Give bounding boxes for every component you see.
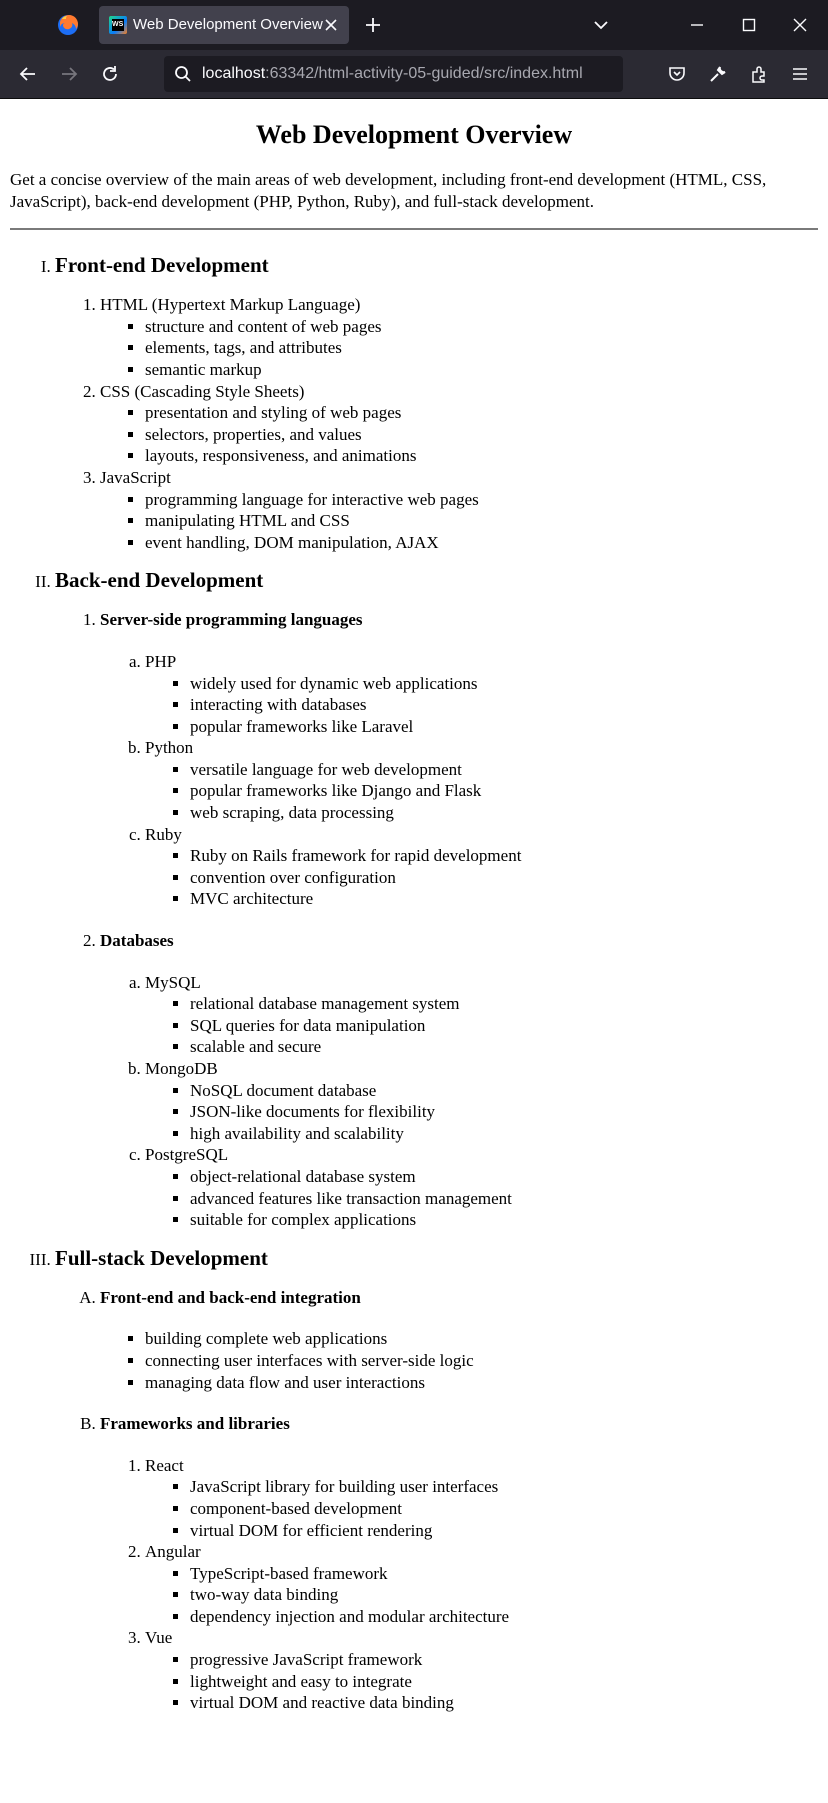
subsection-heading: Databases [100,931,174,951]
list-item: ▪ NoSQL document database [190,1080,818,1102]
list-item: 3. Vue ▪ progressive JavaScript framework ▪ lightweight and easy to integrate ▪ virtual DOM and reactive data binding [145,1627,818,1713]
languages-list [100,651,818,910]
url-path: :63342/html-activity-05-guided/src/index.html [265,65,583,82]
active-tab[interactable] [99,6,349,44]
list-item: ▪ selectors, properties, and values [145,424,818,446]
search-icon [174,65,192,83]
menu-hamburger-icon[interactable] [790,64,810,84]
navigation-bar [0,50,828,99]
list-item: ▪ popular frameworks like Laravel [190,716,818,738]
new-tab-icon[interactable] [364,16,382,34]
list-item: ▪ elements, tags, and attributes [145,337,818,359]
list-item: ▪ event handling, DOM manipulation, AJAX [145,532,818,554]
list-item: a. PHP ▪ widely used for dynamic web applications ▪ interacting with databases ▪ popular frameworks like Laravel [145,651,818,737]
pocket-icon[interactable] [667,64,687,84]
list-item: ▪ interacting with databases [190,694,818,716]
list-item: ▪ connecting user interfaces with server-side logic [145,1350,818,1372]
list-item [100,1413,818,1714]
bullet-list [100,489,818,554]
list-item: ▪ convention over configuration [190,867,818,889]
list-item: ▪ presentation and styling of web pages [145,402,818,424]
list-item: ▪ popular frameworks like Django and Flask [190,780,818,802]
window-close-icon[interactable] [791,16,809,34]
list-item: ▪ progressive JavaScript framework [190,1649,818,1671]
section-frontend [55,252,818,553]
bullet-list [145,1080,818,1145]
list-item: ▪ TypeScript-based framework [190,1563,818,1585]
list-item: ▪ layouts, responsiveness, and animations [145,445,818,467]
list-item: a. MySQL ▪ relational database management system ▪ SQL queries for data manipulation ▪ scalable and secure [145,972,818,1058]
list-item: ▪ web scraping, data processing [190,802,818,824]
list-item: ▪ suitable for complex applications [190,1209,818,1231]
list-item: ▪ virtual DOM and reactive data binding [190,1692,818,1714]
bullet-list [145,759,818,824]
subsection-heading: Frameworks and libraries [100,1414,290,1434]
bullet-list [145,1166,818,1231]
frameworks-list [100,1455,818,1714]
minimize-icon[interactable] [688,16,706,34]
bullet-list [145,1649,818,1714]
list-item: ▪ manipulating HTML and CSS [145,510,818,532]
backend-list [55,609,818,1230]
section-heading: Full-stack Development [55,1245,268,1270]
frontend-list [55,294,818,553]
url-text[interactable] [202,65,583,83]
list-item: 3. JavaScript ▪ programming language for interactive web pages ▪ manipulating HTML and CSS ▪ event handling, DOM manipulation, AJAX [100,467,818,553]
bullet-list [145,673,818,738]
bullet-list [145,1476,818,1541]
list-item: ▪ high availability and scalability [190,1123,818,1145]
list-item: ▪ MVC architecture [190,888,818,910]
list-item: 2. CSS (Cascading Style Sheets) ▪ presentation and styling of web pages ▪ selectors, properties, and values ▪ layouts, responsiveness, and animations [100,381,818,467]
bullet-list [145,1563,818,1628]
tab-close-icon[interactable] [323,17,339,33]
tab-bar [0,0,828,50]
list-item: ▪ structure and content of web pages [145,316,818,338]
list-item: ▪ lightweight and easy to integrate [190,1671,818,1693]
section-heading: Back-end Development [55,568,264,593]
section-heading: Front-end Development [55,253,269,278]
forward-arrow-icon[interactable] [59,64,79,84]
list-item: ▪ versatile language for web development [190,759,818,781]
list-item: ▪ dependency injection and modular architecture [190,1606,818,1628]
list-item: ▪ Ruby on Rails framework for rapid development [190,845,818,867]
list-item: ▪ widely used for dynamic web applications [190,673,818,695]
list-item: c. Ruby ▪ Ruby on Rails framework for rapid development ▪ convention over configuration ▪ MVC architecture [145,824,818,910]
list-item: 1. HTML (Hypertext Markup Language) ▪ structure and content of web pages ▪ elements, tags, and attributes ▪ semantic markup [100,294,818,380]
divider [10,228,818,230]
list-item [100,930,818,1231]
bullet-list [100,1328,818,1393]
list-item: ▪ JavaScript library for building user interfaces [190,1476,818,1498]
list-item: ▪ JSON-like documents for flexibility [190,1101,818,1123]
list-item: ▪ scalable and secure [190,1036,818,1058]
maximize-icon[interactable] [740,16,758,34]
back-arrow-icon[interactable] [18,64,38,84]
subsection-heading: Front-end and back-end integration [100,1287,361,1307]
address-bar[interactable] [164,56,623,92]
list-item: ▪ component-based development [190,1498,818,1520]
section-fullstack [55,1245,818,1714]
wrench-icon[interactable] [708,64,728,84]
page-title: Web Development Overview [255,120,573,149]
extensions-icon[interactable] [749,64,769,84]
main-sections-list [10,252,818,1714]
list-item: 1. React ▪ JavaScript library for building user interfaces ▪ component-based development ▪ virtual DOM for efficient rendering [145,1455,818,1541]
bullet-list [145,845,818,910]
fullstack-list [55,1287,818,1714]
list-item: ▪ two-way data binding [190,1584,818,1606]
section-backend [55,567,818,1230]
list-item: ▪ advanced features like transaction management [190,1188,818,1210]
page-content [0,119,828,1714]
bullet-list [100,316,818,381]
webstorm-favicon-icon [109,16,127,34]
tab-title: Web Development Overview [133,16,323,33]
reload-icon[interactable] [100,64,120,84]
list-item: ▪ semantic markup [145,359,818,381]
firefox-logo-icon[interactable] [56,13,80,37]
list-item: ▪ virtual DOM for efficient rendering [190,1520,818,1542]
list-item: ▪ managing data flow and user interactions [145,1372,818,1394]
list-item: 2. Angular ▪ TypeScript-based framework ▪ two-way data binding ▪ dependency injection and modular architecture [145,1541,818,1627]
list-item: c. PostgreSQL ▪ object-relational database system ▪ advanced features like transaction management ▪ suitable for complex applications [145,1144,818,1230]
list-item: ▪ relational database management system [190,993,818,1015]
list-item [100,609,818,910]
list-item: ▪ object-relational database system [190,1166,818,1188]
list-item: b. Python ▪ versatile language for web development ▪ popular frameworks like Django and Flask ▪ web scraping, data processing [145,737,818,823]
subsection-heading: Server-side programming languages [100,610,363,630]
list-item [100,1287,818,1393]
list-item: ▪ building complete web applications [145,1328,818,1350]
intro-paragraph: Get a concise overview of the main areas of web development, including front-end development (HTML, CSS, JavaScript), back-end development (PHP, Python, Ruby), and full-stack development. [10,170,767,211]
url-host: localhost [202,65,266,82]
list-item: b. MongoDB ▪ NoSQL document database ▪ JSON-like documents for flexibility ▪ high availability and scalability [145,1058,818,1144]
list-item: ▪ SQL queries for data manipulation [190,1015,818,1037]
bullet-list [145,993,818,1058]
bullet-list [100,402,818,467]
databases-list [100,972,818,1231]
chevron-down-icon[interactable] [592,17,610,33]
list-item: ▪ programming language for interactive web pages [145,489,818,511]
